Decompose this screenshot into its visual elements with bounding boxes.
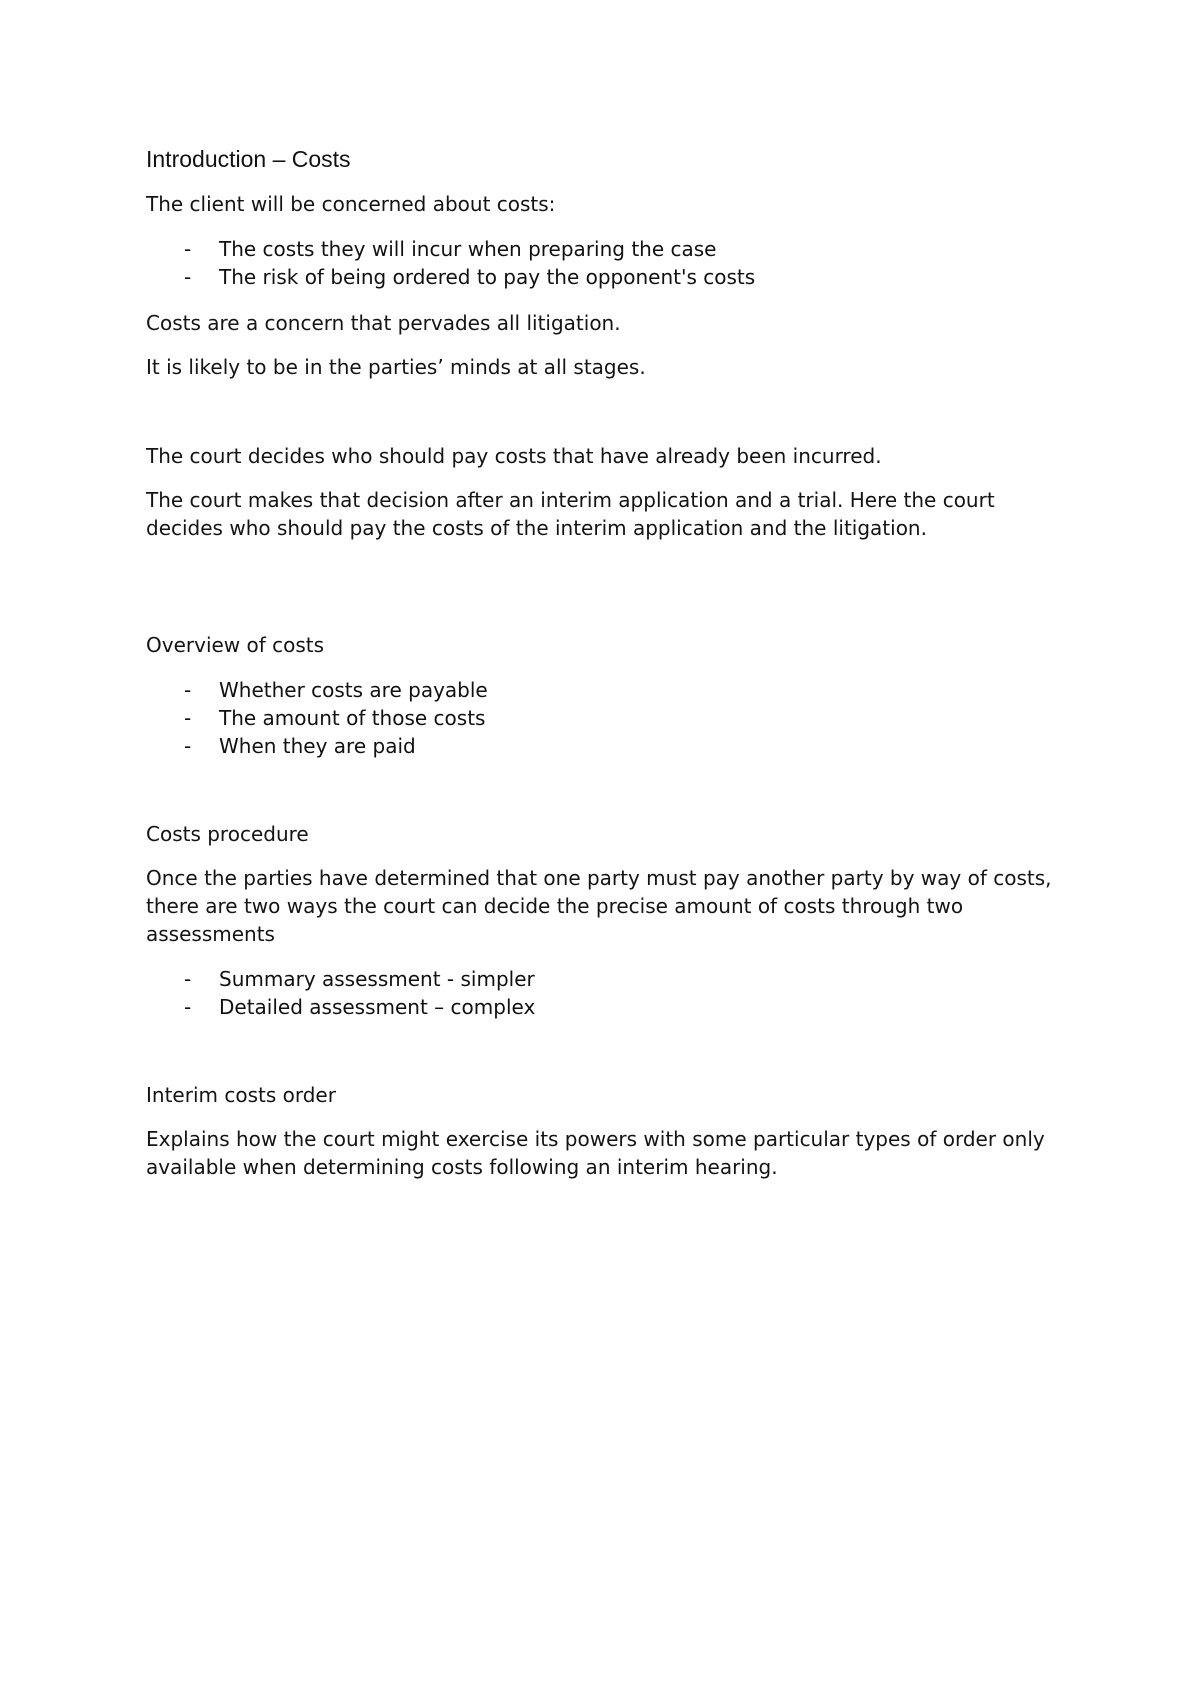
court-makes-paragraph: The court makes that decision after an interim application and a trial. Here the court decides who should pay the costs of the interim application and the litigation. [146, 488, 995, 540]
bullet-dash: - [184, 734, 192, 758]
document-title: Introduction – Costs [146, 146, 351, 172]
bullet-dash: - [184, 237, 192, 261]
procedure-paragraph: Once the parties have determined that one party must pay another party by way of costs, there are two ways the court can decide the precise amount of costs through two assessments [146, 866, 1052, 946]
list-item [146, 263, 1076, 291]
bullet-dash: - [184, 678, 192, 702]
procedure-heading: Costs procedure [146, 822, 309, 846]
bullet-dash: - [184, 995, 192, 1019]
list-item-text: When they are paid [219, 734, 416, 758]
interim-heading: Interim costs order [146, 1083, 336, 1107]
interim-paragraph: Explains how the court might exercise its powers with some particular types of order only available when determining costs following an interim hearing. [146, 1127, 1045, 1179]
bullet-dash: - [184, 265, 192, 289]
list-item-text: Whether costs are payable [219, 678, 488, 702]
intro-list [146, 235, 1076, 291]
list-item [146, 993, 1076, 1021]
intro-lead-paragraph: The client will be concerned about costs: [146, 192, 556, 216]
list-item-text: The risk of being ordered to pay the opponent's costs [219, 265, 756, 289]
pervades-paragraph: Costs are a concern that pervades all litigation. [146, 311, 621, 335]
overview-list [146, 676, 1076, 760]
procedure-list [146, 965, 1076, 1021]
list-item-text: The costs they will incur when preparing the case [219, 237, 717, 261]
list-item [146, 732, 1076, 760]
list-item [146, 704, 1076, 732]
bullet-dash: - [184, 967, 192, 991]
list-item [146, 965, 1076, 993]
bullet-dash: - [184, 706, 192, 730]
overview-heading: Overview of costs [146, 633, 325, 657]
list-item-text: Summary assessment - simpler [219, 967, 535, 991]
list-item [146, 676, 1076, 704]
list-item [146, 235, 1076, 263]
list-item-text: The amount of those costs [219, 706, 486, 730]
minds-paragraph: It is likely to be in the parties’ minds at all stages. [146, 355, 646, 379]
list-item-text: Detailed assessment – complex [219, 995, 536, 1019]
court-decides-paragraph: The court decides who should pay costs that have already been incurred. [146, 444, 882, 468]
